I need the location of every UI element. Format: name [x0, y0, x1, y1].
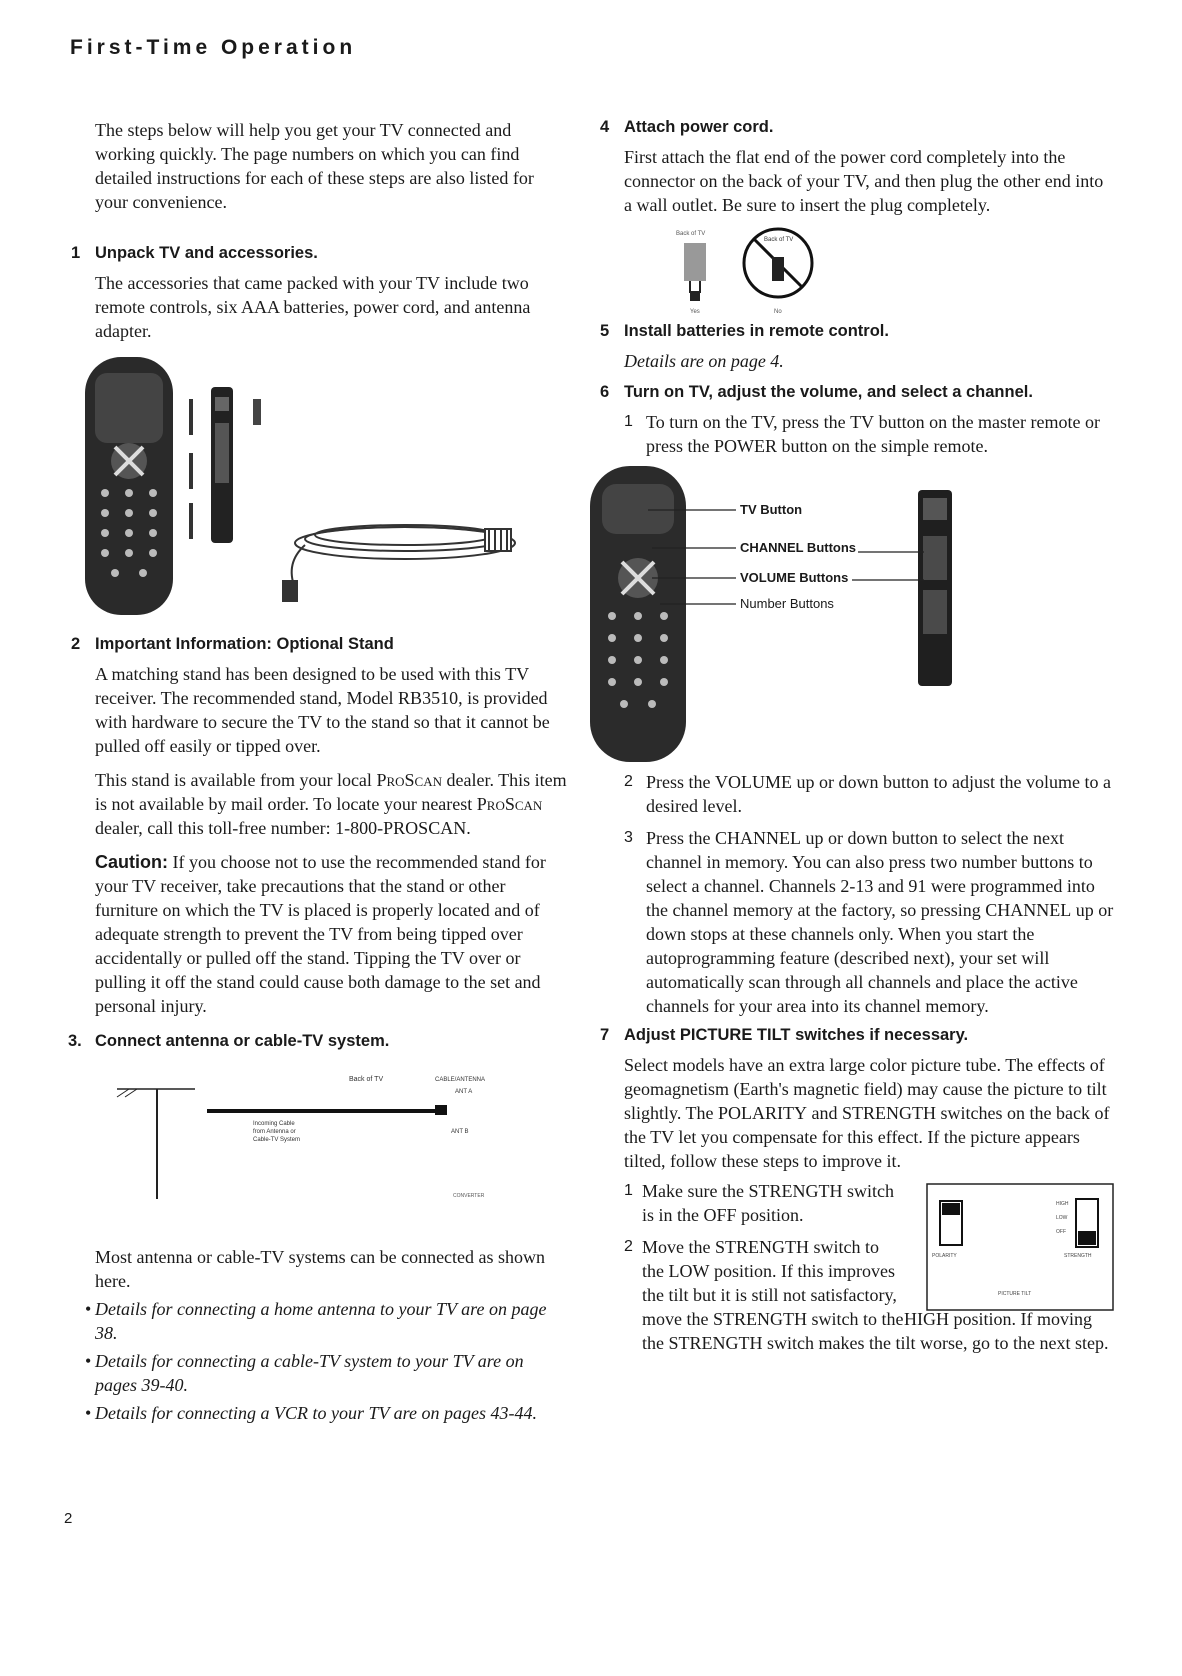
power-cord	[283, 525, 515, 601]
step-6-sub-2: 2 Press the VOLUME up or down button to adjust the volume to a desired level.	[624, 772, 1111, 816]
step-7-heading: 7 Adjust PICTURE TILT switches if necessary.	[600, 1026, 969, 1044]
step-1-text: The accessories that came packed with your TV include two remote controls, six AAA batteries, power cord, and antenna adapter.	[95, 273, 531, 341]
diagram-ant-a-label: ANT A	[455, 1089, 473, 1095]
step-7-sub-2: 2 Move the STRENGTH switch to the LOW position. If this improves the tilt but it is still not satisfactory, move the STRENGTH switch to theHIGH position. If moving the STRENGTH switch makes the tilt worse, go to the next step.	[624, 1237, 1109, 1353]
remote-buttons-figure	[590, 466, 1080, 766]
step-5-heading: 5 Install batteries in remote control.	[600, 322, 889, 340]
remote-control-simple	[211, 387, 233, 543]
tv-button-label: TV Button	[740, 502, 803, 517]
switch-off-label: OFF	[1056, 1229, 1066, 1235]
step-7-text: Select models have an extra large color picture tube. The effects of geomagnetism (Earth's magnetic field) may cause the picture to tilt slightly. The POLARITY and STRENGTH switches on the back of the TV let you compensate for this effect. If the picture appears tilted, follow these steps to improve it.	[624, 1055, 1110, 1171]
stand-paragraph-1: A matching stand has been designed to be used with this TV receiver. The recommended stand, Model RB3510, is provided with hardware to secure the TV to the stand so that it cannot be pulled off easily or tipped over.	[95, 664, 550, 756]
callout-lines	[648, 510, 924, 604]
diagram-incoming-1: Incoming Cable	[253, 1121, 295, 1127]
step-4-text: First attach the flat end of the power cord completely into the connector on the back of your TV, and then plug the other end into a wall outlet. Be sure to insert the plug completely.	[624, 147, 1104, 215]
diagram-ant-b-label: ANT B	[451, 1129, 469, 1135]
step-5-text: Details are on page 4.	[624, 351, 784, 371]
step-6-sub-1: 1 To turn on the TV, press the TV button on the master remote or press the POWER button on the simple remote.	[624, 412, 1101, 456]
switch-strength-label: STRENGTH	[1064, 1253, 1092, 1259]
switch-high-label: HIGH	[1056, 1201, 1069, 1207]
bullet-item: • Details for connecting a cable-TV system to your TV are on pages 39-40.	[85, 1351, 524, 1395]
batteries	[189, 399, 193, 539]
antenna-connection-diagram	[95, 1069, 535, 1219]
left-column	[68, 118, 570, 1429]
step-2-heading: 2 Important Information: Optional Stand	[71, 635, 394, 653]
accessories-illustration	[85, 353, 525, 623]
channel-buttons-label: CHANNEL Buttons	[740, 540, 857, 555]
number-buttons-label: Number Buttons	[740, 596, 834, 611]
step-3-bullets	[85, 1297, 570, 1425]
fig-back-label-2: Back of TV	[764, 237, 794, 243]
page-number: 2	[64, 1510, 73, 1527]
diagram-incoming-3: Cable-TV System	[253, 1137, 301, 1143]
page-title: First-Time Operation	[70, 36, 357, 59]
antenna-adapter	[253, 399, 261, 425]
volume-buttons-label: VOLUME Buttons	[740, 570, 849, 585]
bullet-item: • Details for connecting a VCR to your TV are on pages 43-44.	[85, 1403, 537, 1423]
stand-paragraph-2: This stand is available from your local ProScan dealer. This item is not available by mail order. To locate your nearest ProScan dealer, call this toll-free number: 1-800-PROSCAN.	[95, 770, 567, 838]
power-cord-illustration	[654, 221, 854, 316]
diagram-converter-label: CONVERTER	[453, 1193, 485, 1199]
step-6-heading: 6 Turn on TV, adjust the volume, and select a channel.	[600, 383, 1033, 401]
diagram-incoming-2: from Antenna or	[253, 1129, 296, 1135]
diagram-cable-antenna-label: CABLE/ANTENNA	[435, 1077, 486, 1083]
step-1-heading: 1 Unpack TV and accessories.	[71, 244, 318, 262]
fig-yes-label: Yes	[690, 309, 700, 315]
diagram-back-label: Back of TV	[349, 1076, 384, 1083]
antenna-icon	[117, 1089, 195, 1199]
step-3-text: Most antenna or cable-TV systems can be connected as shown here.	[95, 1247, 546, 1291]
bullet-item: • Details for connecting a home antenna to your TV are on page 38.	[85, 1299, 547, 1343]
caution-paragraph: Caution: If you choose not to use the recommended stand for your TV receiver, take precautions that the stand or other furniture on which the TV is placed is properly located and of adequate strength to prevent the TV from being tipped over accidentally or pulled off the stand. Tipping the TV over or pulling it off the stand could cause both damage to the set and personal injury.	[95, 852, 546, 1016]
step-4-heading: 4 Attach power cord.	[600, 118, 774, 136]
right-column	[600, 118, 1114, 1363]
switch-polarity-label: POLARITY	[932, 1253, 957, 1259]
simple-remote-image	[918, 490, 952, 686]
fig-back-label-1: Back of TV	[676, 231, 706, 237]
step-3-heading: 3. Connect antenna or cable-TV system.	[68, 1032, 390, 1050]
remote-control-master	[85, 357, 173, 615]
switch-low-label: LOW	[1056, 1215, 1068, 1221]
switch-title-label: PICTURE TILT	[998, 1291, 1032, 1297]
fig-no-label: No	[774, 309, 782, 315]
step-6-sub-3: 3 Press the CHANNEL up or down button to select the next channel in memory. You can also press two number buttons to select a channel. Channels 2-13 and 91 were programmed into the channel memory at the factory, so pressing CHANNEL up or down stops at these channels only. When you start the autoprogramming feature (described next), your set will automatically scan through all channels and place the active channels for your area into its channel memory.	[624, 828, 1114, 1016]
intro-paragraph: The steps below will help you get your TV connected and working quickly. The page numbers on which you can find detailed instructions for each of these steps are also listed for your convenience.	[95, 120, 534, 212]
step-7-sub-1: 1 Make sure the STRENGTH switch is in the OFF position.	[624, 1181, 894, 1225]
